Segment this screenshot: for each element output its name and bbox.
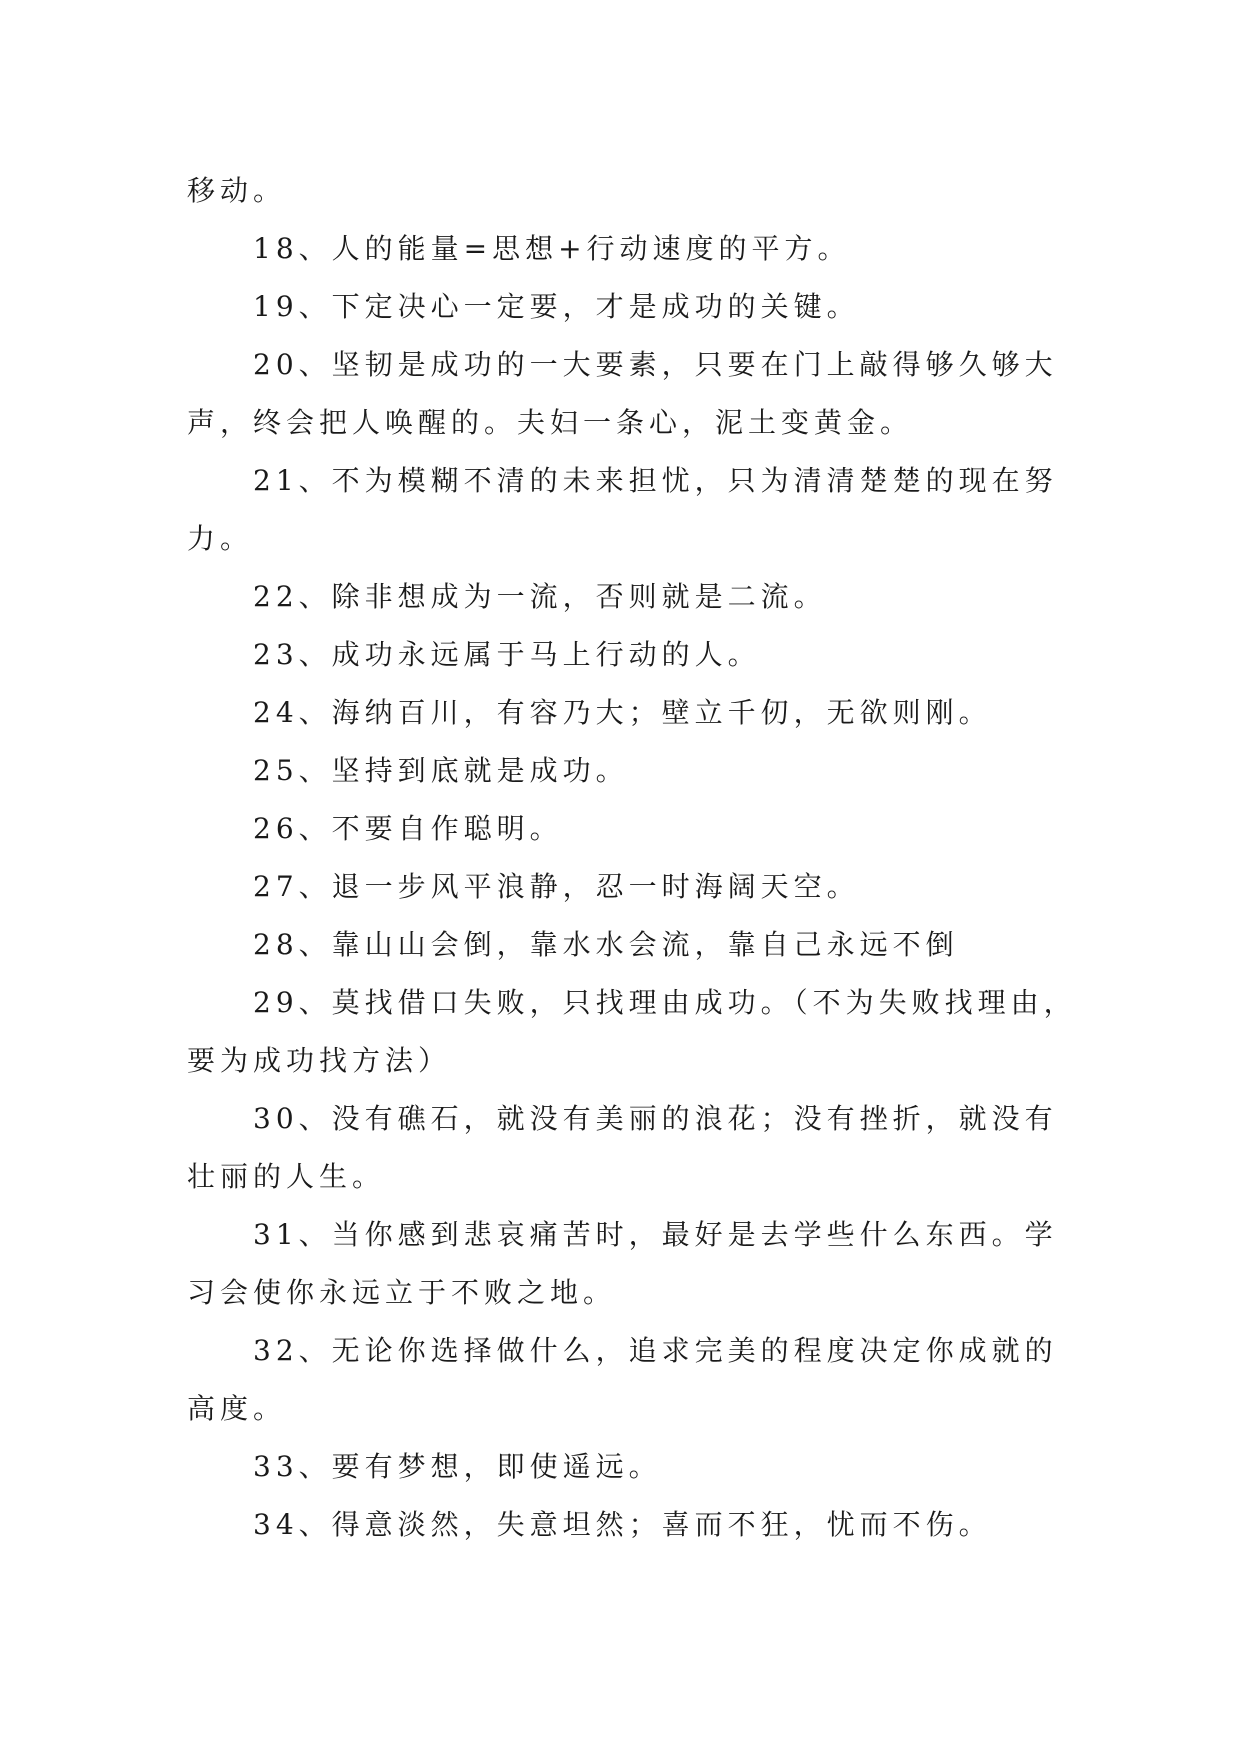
text-line: 21、不为模糊不清的未来担忧，只为清清楚楚的现在努	[253, 464, 1058, 497]
text-line: 18、人的能量=思想+行动速度的平方。	[253, 232, 851, 265]
text-line: 声，终会把人唤醒的。夫妇一条心，泥土变黄金。	[187, 406, 914, 439]
text-line: 力。	[187, 522, 254, 555]
text-line: 高度。	[187, 1392, 287, 1425]
text-line: 要为成功找方法）	[187, 1044, 452, 1077]
text-line: 30、没有礁石，就没有美丽的浪花；没有挫折，就没有	[253, 1102, 1058, 1135]
text-line: 29、莫找借口失败，只找理由成功。（不为失败找理由，	[253, 986, 1077, 1019]
text-line: 19、下定决心一定要，才是成功的关键。	[253, 290, 860, 323]
text-line: 24、海纳百川，有容乃大；壁立千仞，无欲则刚。	[253, 696, 992, 729]
text-line: 26、不要自作聪明。	[253, 812, 563, 845]
text-line: 习会使你永远立于不败之地。	[187, 1276, 617, 1309]
text-line: 22、除非想成为一流，否则就是二流。	[253, 580, 827, 613]
text-line: 31、当你感到悲哀痛苦时，最好是去学些什么东西。学	[253, 1218, 1058, 1251]
text-line: 27、退一步风平浪静，忍一时海阔天空。	[253, 870, 860, 903]
text-line: 34、得意淡然，失意坦然；喜而不狂，忧而不伤。	[253, 1508, 992, 1541]
text-line: 25、坚持到底就是成功。	[253, 754, 629, 787]
text-line: 33、要有梦想，即使遥远。	[253, 1450, 662, 1483]
text-line: 20、坚韧是成功的一大要素，只要在门上敲得够久够大	[253, 348, 1058, 381]
text-line: 壮丽的人生。	[187, 1160, 386, 1193]
text-line: 移动。	[187, 174, 287, 207]
text-line: 28、靠山山会倒，靠水水会流，靠自己永远不倒	[253, 928, 959, 961]
text-line: 23、成功永远属于马上行动的人。	[253, 638, 761, 671]
text-line: 32、无论你选择做什么，追求完美的程度决定你成就的	[253, 1334, 1058, 1367]
document-body	[187, 162, 1077, 1554]
